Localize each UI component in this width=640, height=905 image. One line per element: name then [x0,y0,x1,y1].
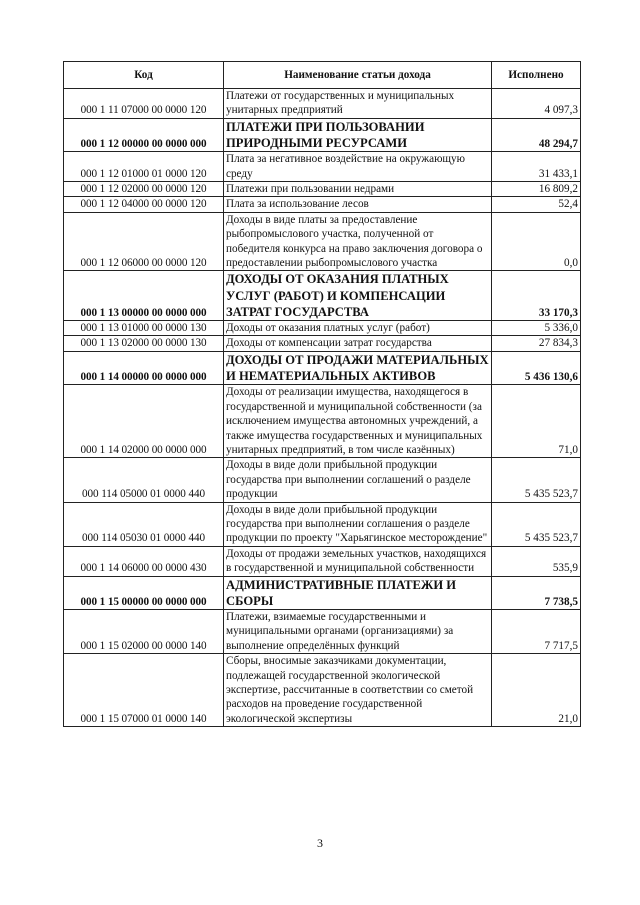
row-name: Доходы от компенсации затрат государства [224,336,492,351]
row-code: 000 1 14 02000 00 0000 000 [64,385,224,458]
row-name: Доходы от продажи земельных участков, находящихся в государственной и муниципальной собственности [224,546,492,576]
table-row [64,89,581,119]
row-code: 000 1 14 00000 00 0000 000 [64,351,224,384]
table-row [64,546,581,576]
row-code: 000 1 13 00000 00 0000 000 [64,271,224,321]
row-value: 52,4 [492,197,581,212]
row-value: 5 435 523,7 [492,502,581,546]
row-name: ПЛАТЕЖИ ПРИ ПОЛЬЗОВАНИИ ПРИРОДНЫМИ РЕСУРСАМИ [224,118,492,151]
row-value: 7 717,5 [492,609,581,653]
row-name: Доходы от оказания платных услуг (работ) [224,321,492,336]
row-value: 21,0 [492,654,581,727]
row-name: Платежи, взимаемые государственными и муниципальными органами (организациями) за выполнение определённых функций [224,609,492,653]
table-row [64,609,581,653]
column-header-code: Код [64,62,224,89]
table-row [64,336,581,351]
row-code: 000 114 05030 01 0000 440 [64,502,224,546]
table-row [64,118,581,151]
row-name: ДОХОДЫ ОТ ПРОДАЖИ МАТЕРИАЛЬНЫХ И НЕМАТЕРИАЛЬНЫХ АКТИВОВ [224,351,492,384]
column-header-value: Исполнено [492,62,581,89]
row-value: 27 834,3 [492,336,581,351]
table-row [64,351,581,384]
row-value: 535,9 [492,546,581,576]
row-code: 000 1 13 01000 00 0000 130 [64,321,224,336]
row-code: 000 1 13 02000 00 0000 130 [64,336,224,351]
table-row [64,197,581,212]
row-code: 000 1 12 04000 00 0000 120 [64,197,224,212]
row-code: 000 1 15 00000 00 0000 000 [64,576,224,609]
row-code: 000 1 12 00000 00 0000 000 [64,118,224,151]
row-value: 16 809,2 [492,182,581,197]
table-row [64,212,581,271]
table-row [64,152,581,182]
row-name: Плата за использование лесов [224,197,492,212]
table-row [64,654,581,727]
row-name: Платежи от государственных и муниципальных унитарных предприятий [224,89,492,119]
table-row [64,458,581,502]
row-value: 4 097,3 [492,89,581,119]
row-name: Плата за негативное воздействие на окружающую среду [224,152,492,182]
row-code: 000 1 12 01000 01 0000 120 [64,152,224,182]
row-value: 7 738,5 [492,576,581,609]
row-code: 000 1 12 02000 00 0000 120 [64,182,224,197]
row-code: 000 1 15 02000 00 0000 140 [64,609,224,653]
row-code: 000 114 05000 01 0000 440 [64,458,224,502]
table-row [64,182,581,197]
row-value: 5 435 523,7 [492,458,581,502]
page-number: 3 [317,836,323,850]
row-name: Доходы от реализации имущества, находящегося в государственной и муниципальной собственности (за исключением имущества автономных учреждений, а также имущества государственных и муниципальных унитарных предприятий, в том числе казённых) [224,385,492,458]
table-header-row [64,62,581,89]
table-row [64,321,581,336]
row-name: Доходы в виде доли прибыльной продукции государства при выполнении соглашения о разделе продукции по проекту "Харьягинское месторождение" [224,502,492,546]
row-code: 000 1 15 07000 01 0000 140 [64,654,224,727]
row-code: 000 1 14 06000 00 0000 430 [64,546,224,576]
row-name: Доходы в виде доли прибыльной продукции государства при выполнении соглашений о разделе продукции [224,458,492,502]
row-value: 5 436 130,6 [492,351,581,384]
row-code: 000 1 11 07000 00 0000 120 [64,89,224,119]
table-body [64,89,581,727]
row-name: Платежи при пользовании недрами [224,182,492,197]
row-value: 0,0 [492,212,581,271]
table-row [64,502,581,546]
row-value: 33 170,3 [492,271,581,321]
table-row [64,271,581,321]
row-name: Доходы в виде платы за предоставление рыбопромыслового участка, полученной от победителя конкурса на право заключения договора о предоставлении рыбопромыслового участка [224,212,492,271]
row-value: 48 294,7 [492,118,581,151]
row-code: 000 1 12 06000 00 0000 120 [64,212,224,271]
row-value: 31 433,1 [492,152,581,182]
column-header-name: Наименование статьи дохода [224,62,492,89]
row-name: Сборы, вносимые заказчиками документации, подлежащей государственной экологической экспертизе, рассчитанные в соответствии со сметой расходов на проведение государственной экологической экспертизы [224,654,492,727]
row-name: ДОХОДЫ ОТ ОКАЗАНИЯ ПЛАТНЫХ УСЛУГ (РАБОТ) И КОМПЕНСАЦИИ ЗАТРАТ ГОСУДАРСТВА [224,271,492,321]
revenue-table [63,61,581,727]
table-row [64,385,581,458]
table-row [64,576,581,609]
row-name: АДМИНИСТРАТИВНЫЕ ПЛАТЕЖИ И СБОРЫ [224,576,492,609]
row-value: 5 336,0 [492,321,581,336]
row-value: 71,0 [492,385,581,458]
